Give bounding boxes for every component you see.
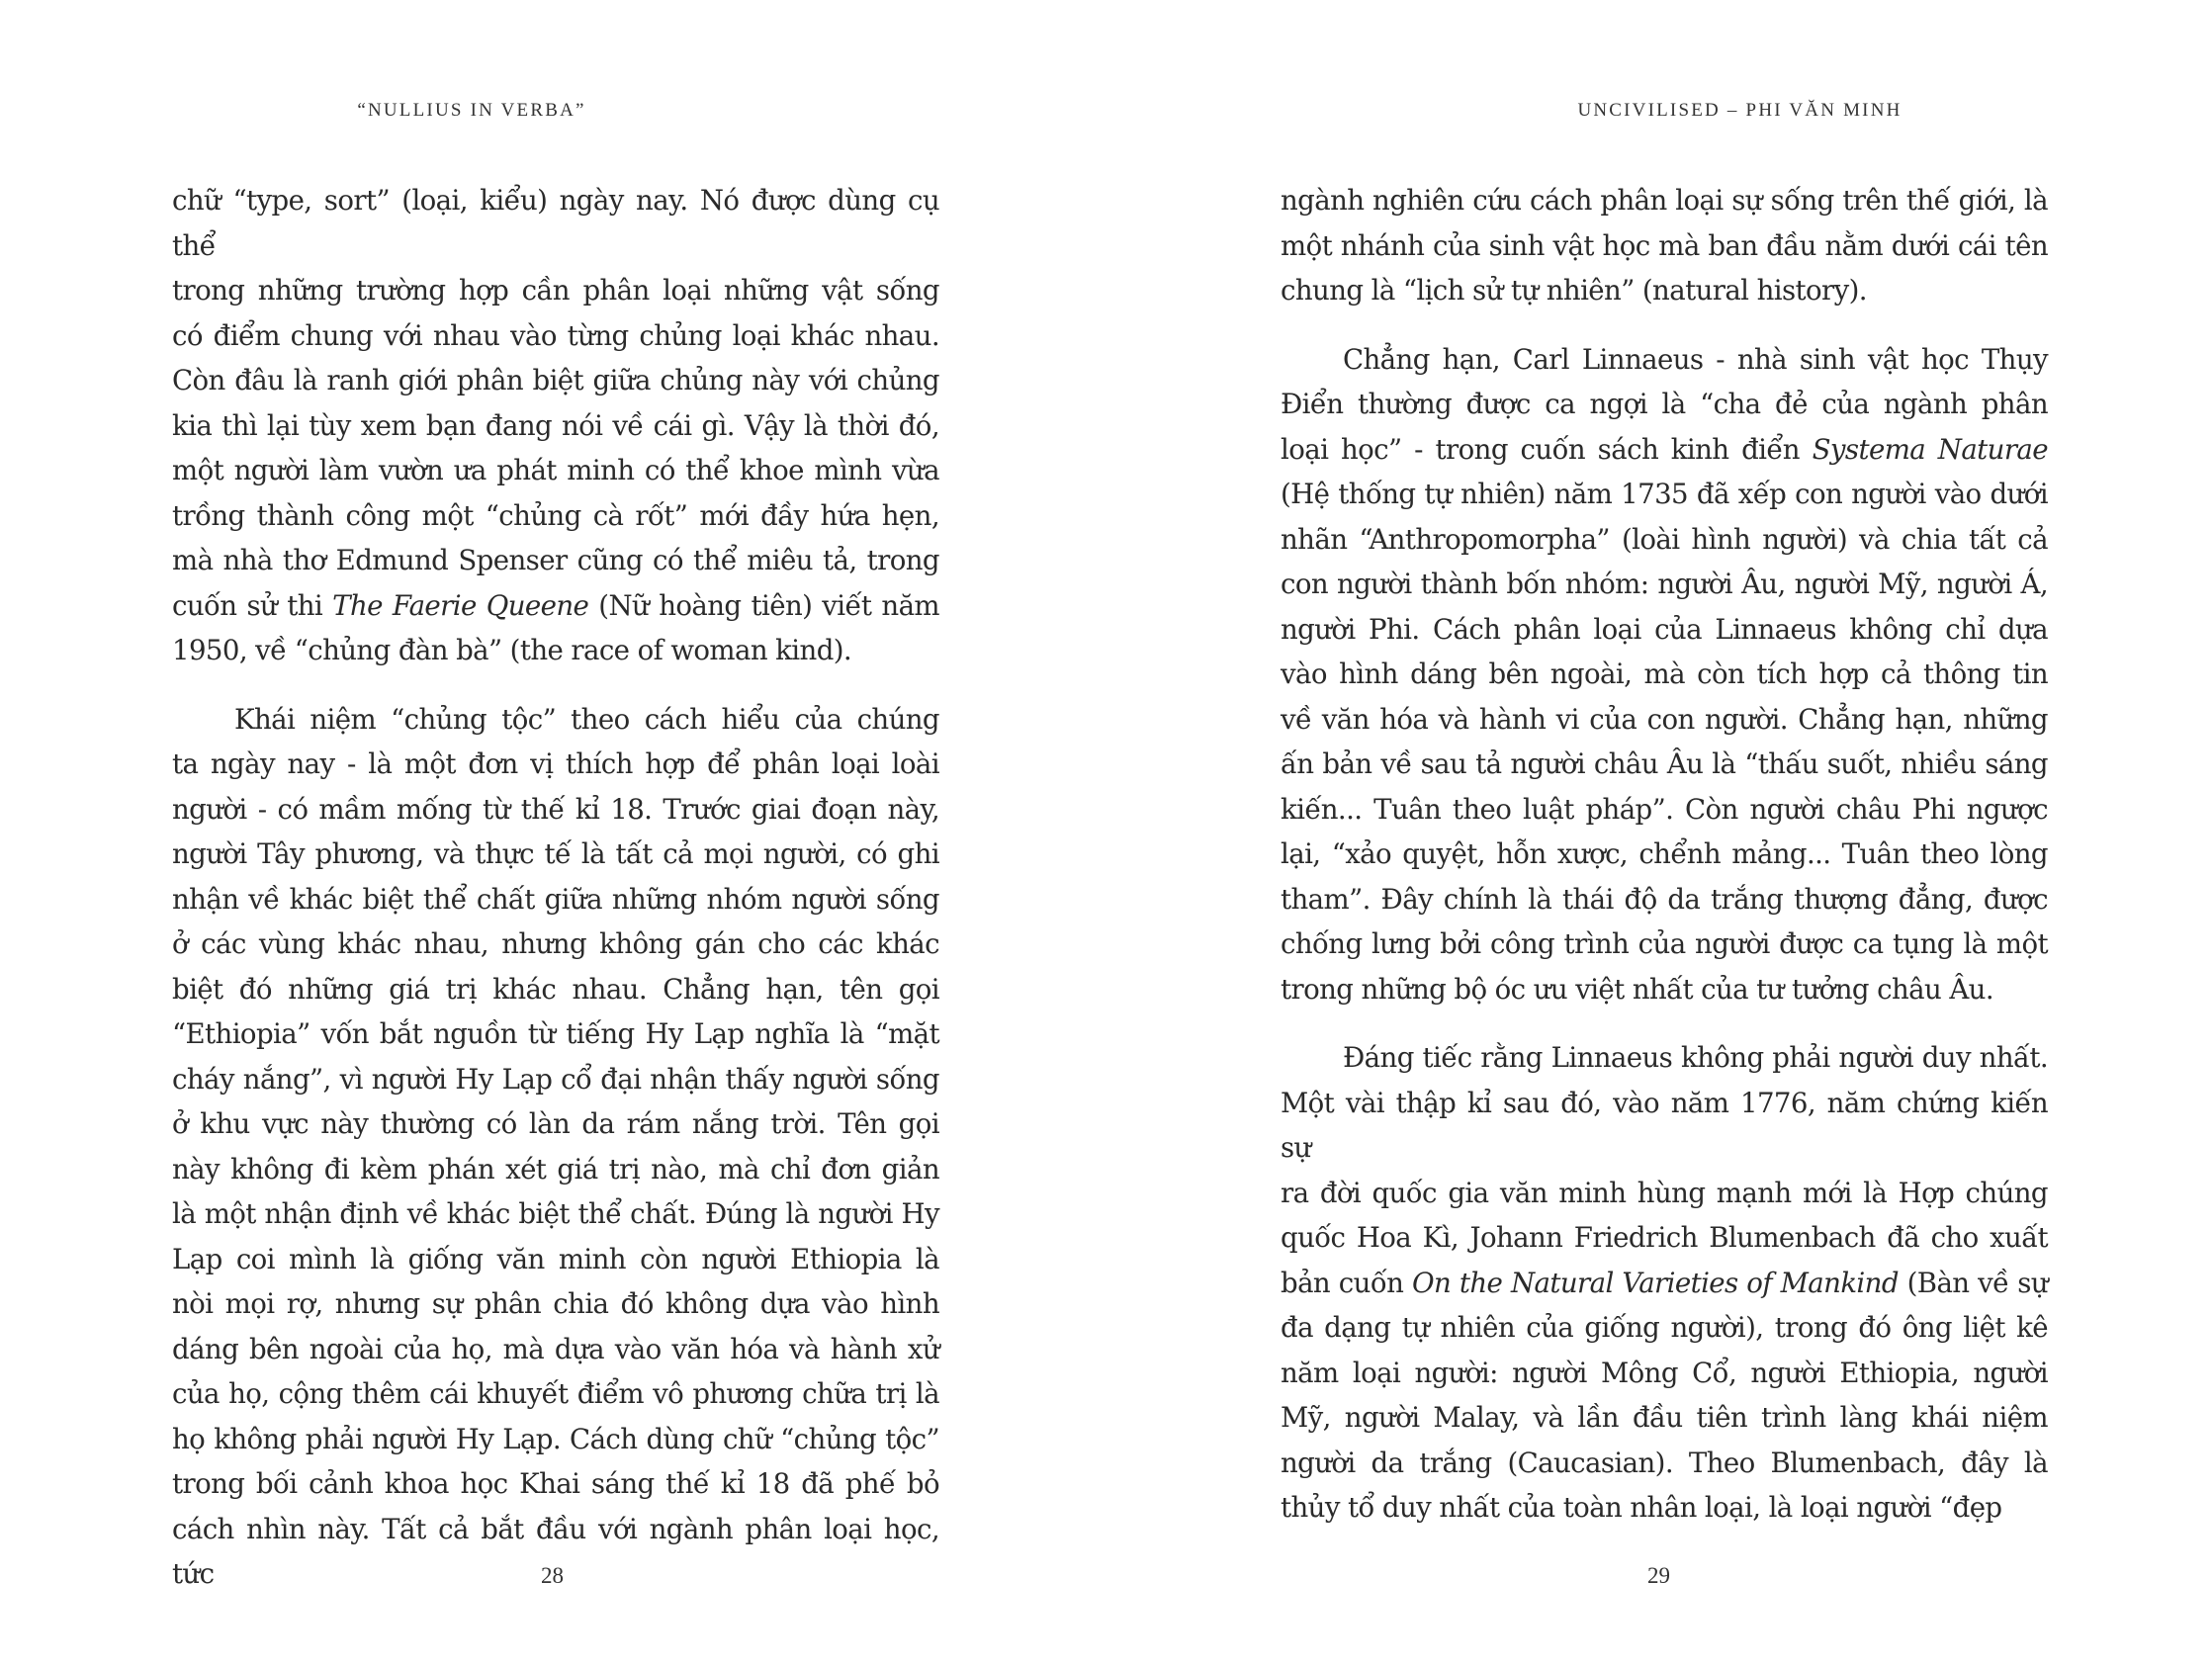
- text-line: thủy tổ duy nhất của toàn nhân loại, là loại người “đẹp: [1281, 1491, 2002, 1524]
- text-line: người Phi. Cách phân loại của Linnaeus không chỉ dựa: [1281, 612, 2048, 646]
- text-line: cuốn sử thi The Faerie Queene (Nữ hoàng tiên) viết năm: [172, 588, 939, 622]
- text-line: Còn đâu là ranh giới phân biệt giữa chủng này với chủng: [172, 364, 939, 396]
- left-page-number: 28: [541, 1563, 564, 1588]
- italic-title: On the Natural Varieties of Mankind: [1411, 1266, 1899, 1299]
- text-line: ấn bản về sau tả người châu Âu là “thấu suốt, nhiều sáng: [1281, 747, 2048, 780]
- text-line: Lạp coi mình là giống văn minh còn người Ethiopia là: [172, 1242, 939, 1275]
- text-line: Chẳng hạn, Carl Linnaeus - nhà sinh vật học Thụy: [1343, 342, 2048, 376]
- text-line: 1950, về “chủng đàn bà” (the race of woman kind).: [172, 634, 852, 666]
- italic-title: Systema Naturae: [1812, 432, 2048, 466]
- right-page-number: 29: [1647, 1563, 1670, 1588]
- text-line: con người thành bốn nhóm: người Âu, người Mỹ, người Á,: [1281, 568, 2048, 600]
- text-line: của họ, cộng thêm cái khuyết điểm vô phương chữa trị là: [172, 1377, 939, 1410]
- text-line: cháy nắng”, vì người Hy Lạp cổ đại nhận thấy người sống: [172, 1062, 939, 1096]
- text-line: họ không phải người Hy Lạp. Cách dùng chữ “chủng tộc”: [172, 1422, 939, 1455]
- text-line: dáng bên ngoài của họ, mà dựa vào văn hóa và hành xử: [172, 1332, 939, 1365]
- text-line: trong những bộ óc ưu việt nhất của tư tưởng châu Âu.: [1281, 972, 1993, 1006]
- paragraph: [1281, 1035, 2048, 1531]
- right-body-text: [1281, 178, 2048, 1554]
- text-line: mà nhà thơ Edmund Spenser cũng có thể miêu tả, trong: [172, 544, 939, 576]
- text-line: một người làm vườn ưa phát minh có thể khoe mình vừa: [172, 454, 939, 486]
- text-line: về văn hóa và hành vi của con người. Chẳng hạn, những: [1281, 702, 2048, 736]
- text-line: Mỹ, người Malay, và lần đầu tiên trình làng khái niệm: [1281, 1401, 2048, 1434]
- text-line: người Tây phương, và thực tế là tất cả mọi người, có ghi: [172, 837, 939, 870]
- text-line: nhãn “Anthropomorpha” (loài hình người) và chia tất cả: [1281, 522, 2048, 556]
- text-line: tham”. Đây chính là thái độ da trắng thượng đẳng, được: [1281, 882, 2048, 916]
- paragraph: [172, 178, 939, 673]
- text-line: vào hình dáng bên ngoài, mà còn tích hợp cả thông tin: [1281, 658, 2048, 690]
- text-line: Đáng tiếc rằng Linnaeus không phải người duy nhất.: [1343, 1041, 2048, 1074]
- text-line: bản cuốn On the Natural Varieties of Mankind (Bàn về sự: [1281, 1266, 2048, 1299]
- text-line: nòi mọi rợ, nhưng sự phân chia đó không dựa vào hình: [172, 1287, 939, 1320]
- right-page: [1106, 0, 2212, 1667]
- text-line: “Ethiopia” vốn bắt nguồn từ tiếng Hy Lạp nghĩa là “mặt: [172, 1017, 939, 1050]
- text-line: người - có mầm mống từ thế kỉ 18. Trước giai đoạn này,: [172, 792, 939, 826]
- text-line: quốc Hoa Kì, Johann Friedrich Blumenbach đã cho xuất: [1281, 1221, 2048, 1254]
- text-line: ra đời quốc gia văn minh hùng mạnh mới là Hợp chúng: [1281, 1176, 2048, 1209]
- text-line: ngành nghiên cứu cách phân loại sự sống trên thế giới, là: [1281, 184, 2048, 217]
- italic-title: The Faerie Queene: [332, 588, 589, 622]
- paragraph: [1281, 337, 2048, 1012]
- text-line: kia thì lại tùy xem bạn đang nói về cái gì. Vậy là thời đó,: [172, 408, 939, 442]
- text-line: Một vài thập kỉ sau đó, vào năm 1776, năm chứng kiến sự: [1281, 1086, 2048, 1164]
- text-line: biệt đó những giá trị khác nhau. Chẳng hạn, tên gọi: [172, 972, 939, 1006]
- text-line: năm loại người: người Mông Cổ, người Ethiopia, người: [1281, 1356, 2048, 1389]
- text-line: Khái niệm “chủng tộc” theo cách hiểu của chúng: [234, 702, 939, 736]
- text-line: loại học” - trong cuốn sách kinh điển Systema Naturae: [1281, 432, 2048, 466]
- text-line: cách nhìn này. Tất cả bắt đầu với ngành phân loại học, tức: [172, 1512, 939, 1590]
- text-line: ở các vùng khác nhau, nhưng không gán cho các khác: [172, 927, 939, 960]
- text-line: có điểm chung với nhau vào từng chủng loại khác nhau.: [172, 318, 939, 352]
- text-line: trong những trường hợp cần phân loại những vật sống: [172, 274, 939, 307]
- left-body-text: [172, 178, 939, 1621]
- paragraph: [1281, 178, 2048, 313]
- text-line: chữ “type, sort” (loại, kiểu) ngày nay. Nó được dùng cụ thể: [172, 184, 939, 262]
- text-line: lại, “xảo quyệt, hỗn xược, chểnh mảng... Tuân theo lòng: [1281, 837, 2048, 870]
- text-line: Điển thường được ca ngợi là “cha đẻ của ngành phân: [1281, 388, 2048, 420]
- text-line: chống lưng bởi công trình của người được ca tụng là một: [1281, 927, 2048, 960]
- text-line: (Hệ thống tự nhiên) năm 1735 đã xếp con người vào dưới: [1281, 478, 2048, 510]
- text-line: kiến... Tuân theo luật pháp”. Còn người châu Phi ngược: [1281, 792, 2048, 826]
- right-running-head: UNCIVILISED – PHI VĂN MINH: [1577, 100, 1902, 121]
- text-line: người da trắng (Caucasian). Theo Blumenbach, đây là: [1281, 1446, 2048, 1479]
- text-line: chung là “lịch sử tự nhiên” (natural history).: [1281, 274, 1867, 307]
- text-line: ta ngày nay - là một đơn vị thích hợp để phân loại loài: [172, 747, 939, 780]
- text-line: ở khu vực này thường có làn da rám nắng trời. Tên gọi: [172, 1107, 939, 1140]
- text-line: một nhánh của sinh vật học mà ban đầu nằm dưới cái tên: [1281, 228, 2048, 262]
- text-line: là một nhận định về khác biệt thể chất. Đúng là người Hy: [172, 1197, 939, 1230]
- text-line: này không đi kèm phán xét giá trị nào, mà chỉ đơn giản: [172, 1152, 939, 1185]
- left-running-head: “NULLIUS IN VERBA”: [357, 100, 586, 121]
- text-line: đa dạng tự nhiên của giống người), trong đó ông liệt kê: [1281, 1311, 2048, 1344]
- text-line: nhận về khác biệt thể chất giữa những nhóm người sống: [172, 882, 939, 916]
- text-line: trong bối cảnh khoa học Khai sáng thế kỉ 18 đã phế bỏ: [172, 1467, 939, 1500]
- text-line: trồng thành công một “chủng cà rốt” mới đầy hứa hẹn,: [172, 498, 939, 532]
- paragraph: [172, 697, 939, 1597]
